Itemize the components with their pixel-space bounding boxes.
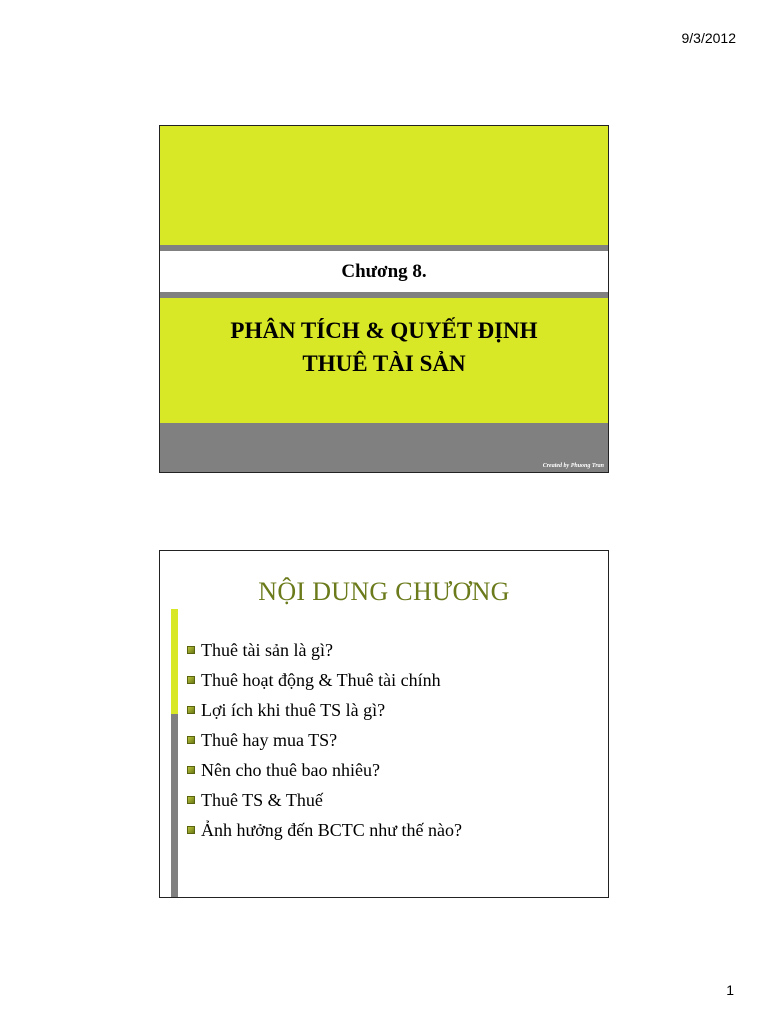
slide-title bbox=[159, 125, 609, 473]
list-item bbox=[187, 755, 462, 785]
list-item bbox=[187, 815, 462, 845]
list-item-text: Thuê hay mua TS? bbox=[201, 729, 338, 750]
list-item bbox=[187, 785, 462, 815]
list-item bbox=[187, 635, 462, 665]
square-bullet-icon bbox=[187, 736, 195, 744]
contents-title: NỘI DUNG CHƯƠNG bbox=[258, 577, 510, 606]
list-item-text: Ảnh hưởng đến BCTC như thế nào? bbox=[201, 819, 462, 840]
slide-contents bbox=[159, 550, 609, 898]
chapter-label: Chương 8. bbox=[160, 251, 608, 292]
slide-footer-band bbox=[160, 423, 608, 472]
title-line-2: THUÊ TÀI SẢN bbox=[302, 351, 466, 376]
author-credit: Created by Phuong Tran bbox=[542, 463, 604, 469]
divider-bar-bottom bbox=[160, 292, 608, 298]
list-item-text: Thuê tài sản là gì? bbox=[201, 639, 333, 660]
square-bullet-icon bbox=[187, 706, 195, 714]
square-bullet-icon bbox=[187, 796, 195, 804]
slide-main-title bbox=[160, 314, 608, 380]
accent-bar-gray bbox=[171, 714, 178, 898]
list-item bbox=[187, 695, 462, 725]
list-item-text: Thuê hoạt động & Thuê tài chính bbox=[201, 669, 441, 690]
square-bullet-icon bbox=[187, 826, 195, 834]
list-item bbox=[187, 725, 462, 755]
list-item-text: Thuê TS & Thuế bbox=[201, 789, 323, 810]
square-bullet-icon bbox=[187, 646, 195, 654]
title-line-1: PHÂN TÍCH & QUYẾT ĐỊNH bbox=[230, 318, 538, 343]
square-bullet-icon bbox=[187, 676, 195, 684]
contents-list bbox=[187, 635, 462, 845]
page-date: 9/3/2012 bbox=[681, 30, 736, 46]
square-bullet-icon bbox=[187, 766, 195, 774]
accent-bar-yellow bbox=[171, 609, 178, 714]
list-item-text: Lợi ích khi thuê TS là gì? bbox=[201, 699, 386, 720]
page-number: 1 bbox=[726, 982, 734, 998]
list-item-text: Nên cho thuê bao nhiêu? bbox=[201, 759, 380, 780]
list-item bbox=[187, 665, 462, 695]
